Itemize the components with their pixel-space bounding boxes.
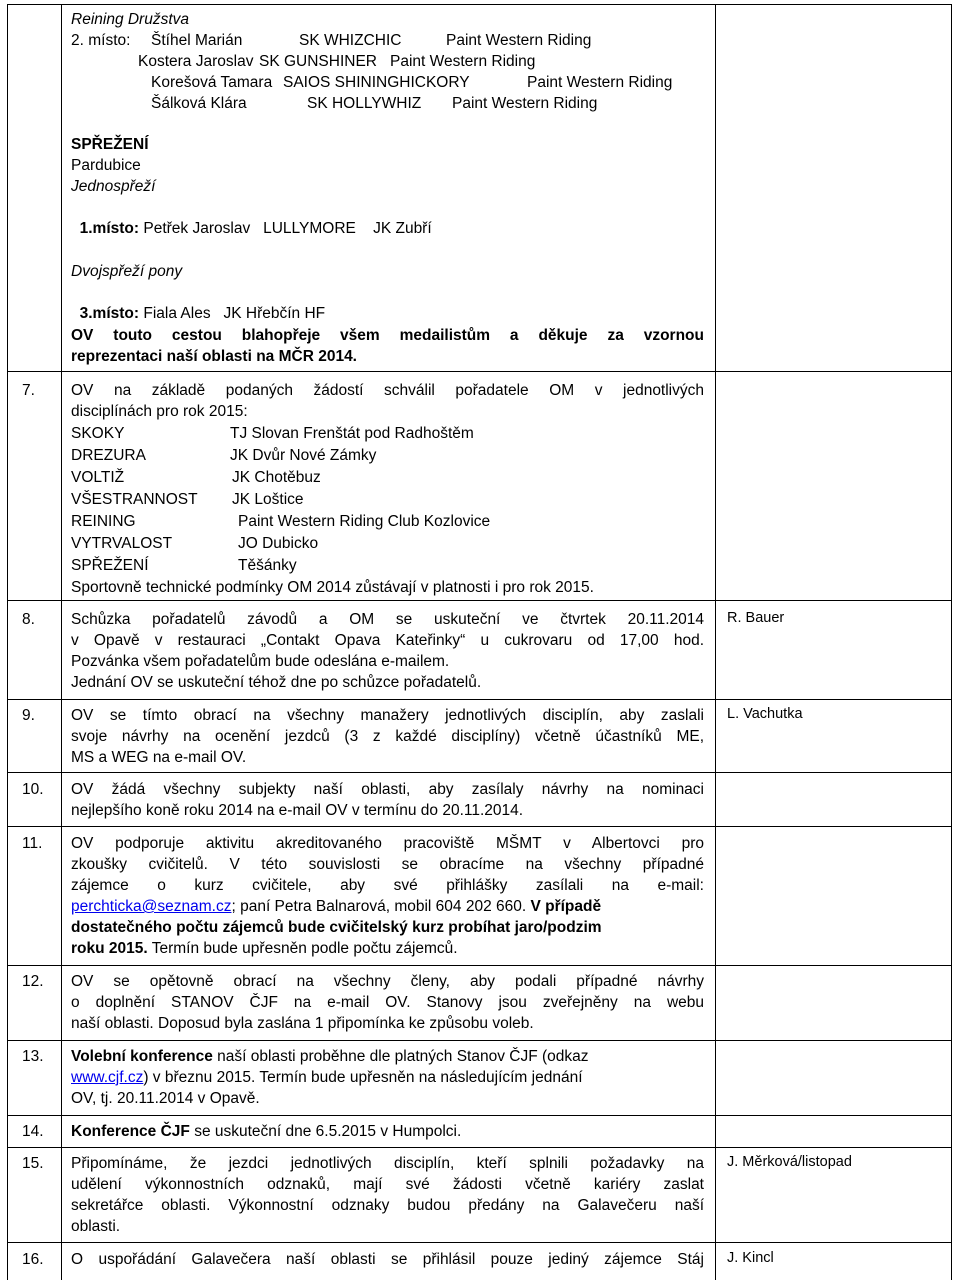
row-divider (7, 1147, 952, 1148)
table-border-top (7, 4, 952, 5)
sprezeni-location: Pardubice (71, 157, 141, 174)
item13-line (71, 1067, 583, 1088)
reining-member-team: SK WHIZCHIC (299, 32, 402, 49)
item-number: 11. (22, 835, 43, 852)
table-border-right (951, 4, 952, 1280)
item13-text: ) v březnu 2015. Termín bude upřesněn na následujícím jednání (143, 1069, 583, 1086)
item10-line: OV žádá všechny subjekty naší oblasti, aby zasílaly návrhy na nominaci (71, 781, 704, 798)
item15-line: udělení výkonnostních odznaků, mají své žádosti včetně kariéry zaslat (71, 1176, 704, 1193)
item11-bold-line: dostatečného počtu zájemců bude cvičitelský kurz probíhat jaro/podzim (71, 919, 602, 936)
item14-line (71, 1121, 461, 1142)
responsible-person: J. Měrková/listopad (727, 1154, 852, 1170)
item9-line: OV se tímto obrací na všechny manažery jednotlivých disciplín, aby zaslali (71, 707, 704, 724)
organizer-name: Paint Western Riding Club Kozlovice (238, 513, 491, 530)
organizer-name: TJ Slovan Frenštát pod Radhoštěm (230, 425, 474, 442)
reining-member-team: SK GUNSHINER (259, 53, 377, 70)
column-divider-responsible (715, 4, 716, 1280)
item-number: 7. (22, 382, 35, 399)
reining-member-discipline: Paint Western Riding (527, 74, 673, 91)
reining-member-team: SAIOS SHININGHICKORY (283, 74, 470, 91)
reining-member-name: Štíhel Marián (151, 32, 243, 49)
reining-member-discipline: Paint Western Riding (452, 95, 598, 112)
organizer-discipline: VYTRVALOST (71, 535, 173, 552)
organizer-name: JK Loštice (232, 491, 304, 508)
item15-line: oblasti. (71, 1218, 121, 1235)
place-label: 3.místo: (79, 305, 140, 322)
reining-heading: Reining Družstva (71, 11, 190, 28)
item13-line: OV, tj. 20.11.2014 v Opavě. (71, 1090, 260, 1107)
cjf-link[interactable]: www.cjf.cz (71, 1069, 144, 1086)
row-divider (7, 772, 952, 773)
item11-tail: Termín bude upřesněn podle počtu zájemců. (151, 940, 458, 957)
item12-line: o doplnění STANOV ČJF na e-mail OV. Stanovy jsou zveřejněny na webu (71, 994, 704, 1011)
item-number: 12. (22, 973, 44, 990)
item-number: 10. (22, 781, 44, 798)
reining-member-team: SK HOLLYWHIZ (307, 95, 422, 112)
sprezeni-single-label: Jednospřeží (71, 178, 156, 195)
organizer-discipline: DREZURA (71, 447, 146, 464)
item-number: 9. (22, 707, 35, 724)
responsible-person: J. Kincl (727, 1250, 774, 1266)
congrats-line: OV touto cestou blahopřeje všem medailistům a děkuje za vzornou (71, 327, 704, 344)
item11-line: OV podporuje aktivitu akreditovaného pracoviště MŠMT v Albertovci pro (71, 835, 704, 852)
organizer-name: JO Dubicko (238, 535, 319, 552)
organizer-discipline: VŠESTRANNOST (71, 491, 198, 508)
organizer-discipline: SKOKY (71, 425, 125, 442)
item8-line: Schůzka pořadatelů závodů a OM se uskuteční ve čtvrtek 20.11.2014 (71, 611, 704, 628)
reining-member-discipline: Paint Western Riding (390, 53, 536, 70)
place-label: 1.místo: (79, 220, 140, 237)
item12-line: OV se opětovně obrací na všechny členy, aby podali případné návrhy (71, 973, 704, 990)
item7-closing: Sportovně technické podmínky OM 2014 zůstávají v platnosti i pro rok 2015. (71, 579, 594, 596)
reining-member-name: Korešová Tamara (151, 74, 273, 91)
item11-bold: V případě (530, 898, 602, 915)
row-divider (7, 699, 952, 700)
item12-line: naší oblasti. Doposud byla zaslána 1 připomínka ke způsobu voleb. (71, 1015, 534, 1032)
item7-line: disciplínách pro rok 2015: (71, 403, 248, 420)
item14-text: se uskuteční dne 6.5.2015 v Humpolci. (194, 1123, 462, 1140)
row-divider (7, 1242, 952, 1243)
row-divider (7, 826, 952, 827)
sprezeni-single-result (71, 197, 432, 239)
item11-email-line (71, 896, 601, 917)
item11-line: zájemce o kurz cvičitele, aby své přihlášky zasílali na e-mail: (71, 877, 704, 894)
organizer-discipline: VOLTIŽ (71, 469, 125, 486)
item11-bold: roku 2015. (71, 940, 148, 957)
reining-place-label: 2. místo: (71, 32, 131, 49)
organizer-name: Těšánky (238, 557, 297, 574)
reining-member-name: Šálková Klára (151, 95, 247, 112)
column-divider-number (61, 4, 62, 1280)
item13-text: naší oblasti proběhne dle platných Stanov ČJF (odkaz (217, 1048, 589, 1065)
item-number: 8. (22, 611, 35, 628)
sprezeni-double-label: Dvojspřeží pony (71, 263, 183, 280)
reining-member-name: Kostera Jaroslav (138, 53, 254, 70)
reining-member-discipline: Paint Western Riding (446, 32, 592, 49)
item-number: 13. (22, 1048, 44, 1065)
congrats-line: reprezentaci naší oblasti na MČR 2014. (71, 348, 357, 365)
item13-bold: Volební konference (71, 1048, 213, 1065)
organizer-name: JK Dvůr Nové Zámky (230, 447, 377, 464)
responsible-person: R. Bauer (727, 610, 785, 626)
sprezeni-double-result (71, 282, 325, 324)
organizer-name: JK Chotěbuz (232, 469, 321, 486)
item14-bold: Konference ČJF (71, 1123, 190, 1140)
item16-line: O uspořádání Galavečera naší oblasti se přihlásil pouze jediný zájemce Stáj (71, 1251, 704, 1268)
result-text: Fiala Ales JK Hřebčín HF (143, 305, 326, 322)
item9-line: MS a WEG na e-mail OV. (71, 749, 247, 766)
responsible-person: L. Vachutka (727, 706, 803, 722)
item8-line: v Opavě v restauraci „Contakt Opava Kateřinky“ u cukrovaru od 17,00 hod. (71, 632, 704, 649)
item-number: 16. (22, 1251, 44, 1268)
item7-line: OV na základě podaných žádostí schválil pořadatele OM v jednotlivých (71, 382, 704, 399)
item11-line: zkoušky cvičitelů. V této souvislosti se obracíme na všechny případné (71, 856, 704, 873)
item-number: 14. (22, 1123, 44, 1140)
sprezeni-heading: SPŘEŽENÍ (71, 136, 149, 153)
item8-line: Jednání OV se uskuteční téhož dne po schůzce pořadatelů. (71, 674, 482, 691)
row-divider (7, 1115, 952, 1116)
table-border-left (7, 4, 8, 1280)
item11-contact: ; paní Petra Balnarová, mobil 604 202 660. (231, 898, 527, 915)
item13-line (71, 1046, 589, 1067)
item9-line: svoje návrhy na ocenění jezdců (3 z každé disciplíny) včetně účastníků ME, (71, 728, 704, 745)
item15-line: sekretářce oblasti. Výkonnostní odznaky budou předány na Galavečeru naší (71, 1197, 704, 1214)
item15-line: Připomínáme, že jezdci jednotlivých disciplín, kteří splnili požadavky na (71, 1155, 704, 1172)
item10-line: nejlepšího koně roku 2014 na e-mail OV v termínu do 20.11.2014. (71, 802, 524, 819)
row-divider (7, 1040, 952, 1041)
row-divider (7, 371, 952, 372)
item11-last-line (71, 938, 458, 959)
email-link[interactable]: perchticka@seznam.cz (71, 898, 232, 915)
row-divider (7, 600, 952, 601)
organizer-discipline: SPŘEŽENÍ (71, 557, 149, 574)
row-divider (7, 965, 952, 966)
item-number: 15. (22, 1155, 44, 1172)
organizer-discipline: REINING (71, 513, 136, 530)
item8-line: Pozvánka všem pořadatelům bude odeslána e-mailem. (71, 653, 450, 670)
result-text: Petřek Jaroslav LULLYMORE JK Zubří (143, 220, 432, 237)
